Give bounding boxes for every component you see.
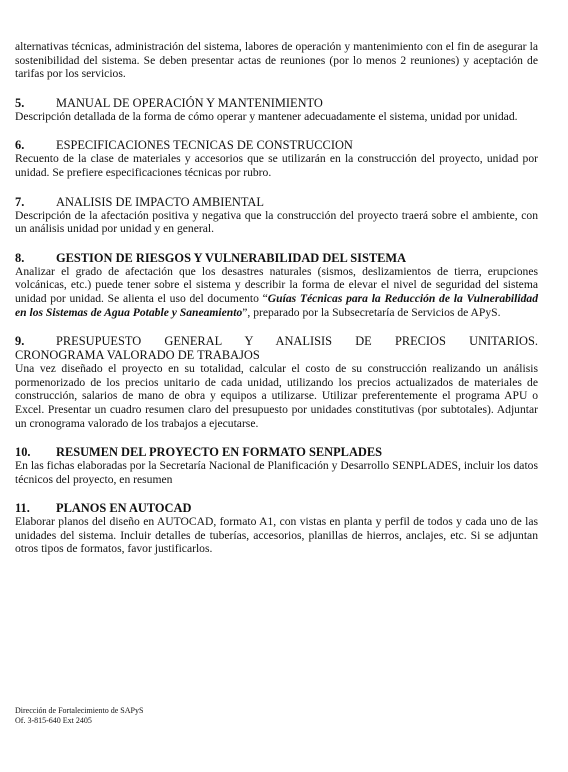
section-heading xyxy=(15,195,538,209)
document-title-emphasis: Guías Técnicas para la Reducción de la Vulnerabilidad en los Sistemas de Agua Potable y Saneamiento xyxy=(15,291,538,319)
section-heading xyxy=(15,96,538,110)
section-title-line-1: PRESUPUESTO GENERAL Y ANALISIS DE PRECIOS UNITARIOS. xyxy=(56,334,538,349)
section-5 xyxy=(15,96,538,124)
section-title: ANALISIS DE IMPACTO AMBIENTAL xyxy=(56,194,264,209)
section-number: 5. xyxy=(15,95,25,110)
section-body: Descripción de la afectación positiva y negativa que la construcción del proyecto traerá sobre el ambiente, con un análisis unidad por unidad y en general. xyxy=(15,208,538,236)
section-10 xyxy=(15,445,538,486)
body-text: Analizar el grado de afectación que los desastres naturales (sismos, deslizamientos de tierra, erupciones volcánicas, etc.) puede tener sobre el sistema y describir la forma de elevar el nivel de seguridad del sistema unidad por unidad. Se alienta el uso del documento “ xyxy=(15,264,538,305)
section-heading xyxy=(15,501,538,515)
section-title: ESPECIFICACIONES TECNICAS DE CONSTRUCCION xyxy=(56,138,353,153)
section-body: Descripción detallada de la forma de cómo operar y mantener adecuadamente el sistema, unidad por unidad. xyxy=(15,109,518,123)
section-8 xyxy=(15,251,538,319)
section-heading xyxy=(15,138,538,152)
section-heading xyxy=(15,334,538,348)
body-text: ”, preparado por la Subsecretaría de Servicios de APyS. xyxy=(242,305,501,319)
section-heading xyxy=(15,445,538,459)
section-title-line-2: CRONOGRAMA VALORADO DE TRABAJOS xyxy=(15,348,260,363)
section-number: 7. xyxy=(15,194,25,209)
page-footer xyxy=(15,706,143,726)
section-title: MANUAL DE OPERACIÓN Y MANTENIMIENTO xyxy=(56,95,323,110)
section-body xyxy=(15,265,538,319)
section-heading xyxy=(15,251,538,265)
intro-paragraph: alternativas técnicas, administración del sistema, labores de operación y mantenimiento con el fin de asegurar la sostenibilidad del sistema. Se deben presentar actas de reuniones (por lo menos 2 reuniones) y aceptación de tarifas por los servicios. xyxy=(15,40,538,81)
section-11 xyxy=(15,501,538,556)
section-number: 9. xyxy=(15,334,25,349)
footer-office: Dirección de Fortalecimiento de SAPyS xyxy=(15,706,144,715)
section-title: PLANOS EN AUTOCAD xyxy=(56,501,192,516)
section-9 xyxy=(15,334,538,430)
section-body: Elaborar planos del diseño en AUTOCAD, formato A1, con vistas en planta y perfil de todos y cada uno de las unidades del sistema. Incluir detalles de tuberías, accesorios, planillas de hierros, anclajes, etc. Si se adjuntan otros tipos de formatos, favor justificarlos. xyxy=(15,515,538,556)
section-7 xyxy=(15,195,538,236)
section-number: 11. xyxy=(15,501,30,516)
section-6 xyxy=(15,138,538,179)
document-page xyxy=(15,40,538,556)
section-title: RESUMEN DEL PROYECTO EN FORMATO SENPLADES xyxy=(56,445,382,460)
section-number: 6. xyxy=(15,138,25,153)
section-number: 8. xyxy=(15,250,25,265)
footer-phone: Of. 3-815-640 Ext 2405 xyxy=(15,716,92,725)
section-number: 10. xyxy=(15,445,31,460)
section-body: En las fichas elaboradas por la Secretaría Nacional de Planificación y Desarrollo SENPLADES, incluir los datos técnicos del proyecto, en resumen xyxy=(15,459,538,486)
section-body: Recuento de la clase de materiales y accesorios que se utilizarán en la construcción del proyecto, unidad por unidad. Se prefiere especificaciones técnicas por rubro. xyxy=(15,152,538,179)
section-title: GESTION DE RIESGOS Y VULNERABILIDAD DEL SISTEMA xyxy=(56,250,407,265)
section-body: Una vez diseñado el proyecto en su totalidad, calcular el costo de su construcción realizando un análisis pormenorizado de los precios unitario de cada unidad, utilizando los precios actualizados de materiales de construcción, salarios de mano de obra y equipos a utilizarse. Utilizar preferentemente el programa APU o Excel. Presentar un cuadro resumen claro del presupuesto por unidades constitutivas (por subtotales). Adjuntar un cronograma valorado de los trabajos a ejecutarse. xyxy=(15,362,538,430)
